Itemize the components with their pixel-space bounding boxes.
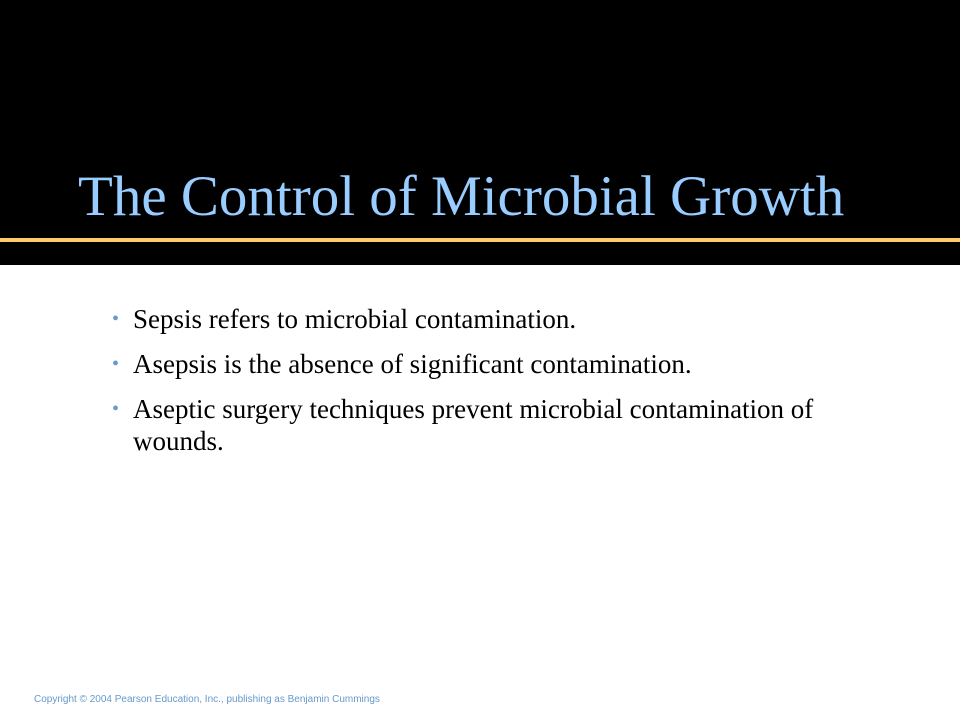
copyright-footer: Copyright © 2004 Pearson Education, Inc., publishing as Benjamin Cummings xyxy=(34,694,380,705)
bullet-icon: • xyxy=(112,308,120,330)
title-band xyxy=(0,0,960,265)
title-underline xyxy=(0,238,960,242)
bullet-text: Sepsis refers to microbial contamination. xyxy=(133,304,577,334)
bullet-text: Aseptic surgery techniques prevent microbial contamination of wounds. xyxy=(133,394,814,456)
bullet-item-aseptic-surgery xyxy=(112,393,902,457)
bullet-item-asepsis xyxy=(112,348,902,380)
slide-title: The Control of Microbial Growth xyxy=(78,165,845,228)
bullet-icon: • xyxy=(112,398,120,420)
bullet-item-sepsis xyxy=(112,303,902,335)
bullet-text: Asepsis is the absence of significant contamination. xyxy=(133,349,692,379)
bullet-icon: • xyxy=(112,353,120,375)
bullet-list xyxy=(112,303,902,470)
